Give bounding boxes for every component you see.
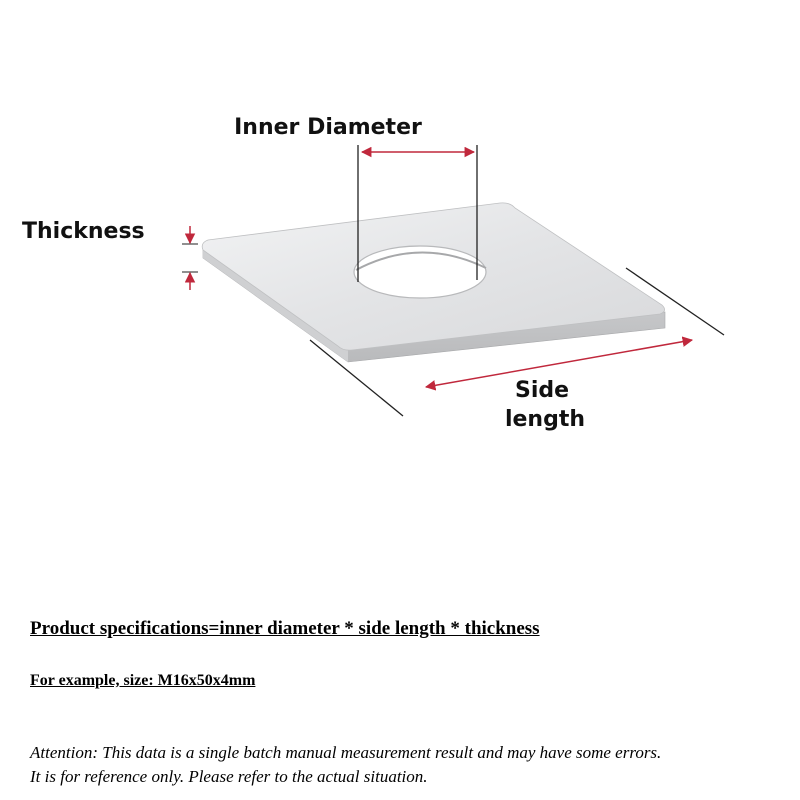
side-length-label-line1: Side — [514, 378, 570, 403]
washer-plate — [202, 203, 665, 362]
thickness-dimension — [182, 226, 198, 290]
spec-example: For example, size: M16x50x4mm — [30, 672, 256, 689]
attention-note-line2: It is for reference only. Please refer to the actual situation. — [30, 767, 428, 786]
washer-hole — [354, 246, 486, 298]
attention-note-line1: Attention: This data is a single batch manual measurement result and may have some errors. — [30, 743, 662, 762]
side-length-label-line2: length — [504, 407, 586, 432]
thickness-label: Thickness — [22, 219, 145, 244]
spec-formula: Product specifications=inner diameter * side length * thickness — [30, 618, 540, 639]
attention-note — [30, 741, 790, 789]
inner-diameter-label: Inner Diameter — [234, 115, 422, 140]
